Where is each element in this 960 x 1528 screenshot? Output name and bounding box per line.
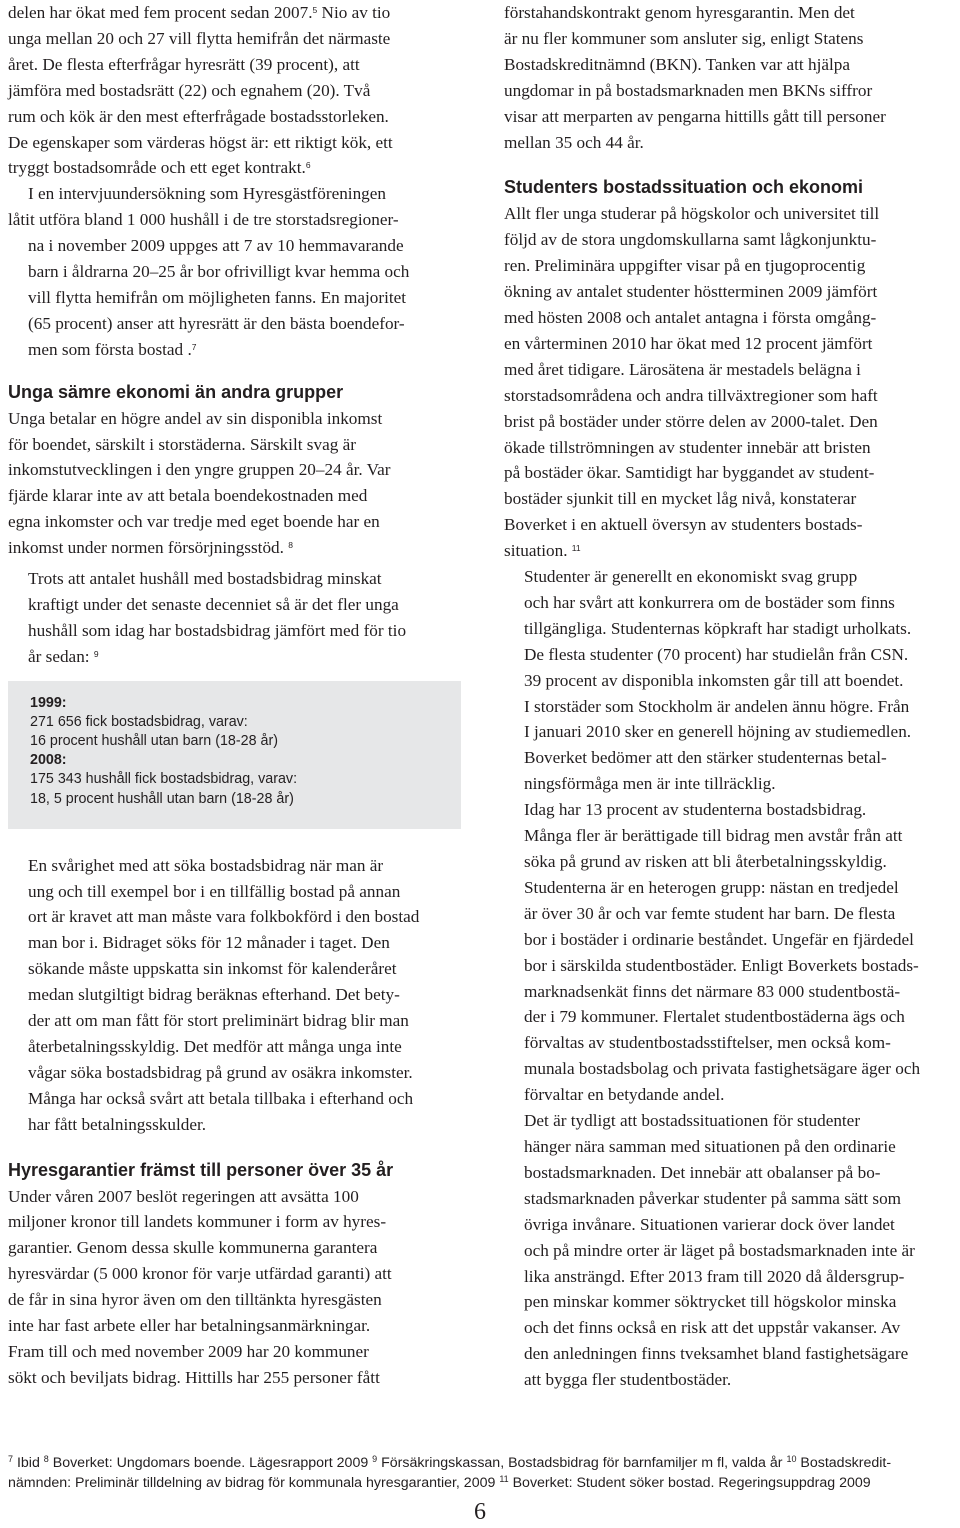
- stud5-paragraph: [504, 1108, 956, 1393]
- text-line: ökade tillströmningen av studenter innebär att bristen: [504, 437, 871, 457]
- stud4-paragraph: [504, 875, 956, 1108]
- text-line: söka på grund av risken att bli återbetalningsskyldig.: [524, 852, 887, 871]
- stud1-paragraph: [504, 201, 956, 564]
- text-line: medan slutgiltigt bidrag beräknas efterhand. Det bety-: [28, 985, 400, 1005]
- text-line: Idag har 13 procent av studenterna bostadsbidrag.: [524, 800, 867, 820]
- text-line: hänger nära samman med situationen på den ordinarie: [524, 1136, 896, 1156]
- trots-paragraph: [8, 566, 478, 670]
- text-line: munala bostadsbolag och privata fastighetsägare äger och: [524, 1059, 921, 1079]
- text-line: har fått betalningsskulder.: [28, 1114, 207, 1134]
- text-line: miljoner kronor till landets kommuner i form av hyres-: [8, 1212, 387, 1232]
- text-line: stadsmarknaden påverkar studenter på samma sätt som: [524, 1188, 902, 1208]
- survey-paragraph: [8, 181, 478, 362]
- text-line: bostäder sjunkit till en mycket låg nivå, konstaterar: [504, 489, 857, 509]
- text-line: bostadsmarknaden. Det innebär att obalanser på bo-: [524, 1162, 881, 1182]
- fact-year-1999: 1999:: [30, 694, 67, 711]
- text-line: vågar söka bostadsbidrag på grund av osäkra inkomster.: [28, 1062, 413, 1082]
- text-line: Boverket bedömer att den stärker studenternas betal-: [524, 748, 887, 768]
- fact-line: 271 656 fick bostadsbidrag, varav:: [30, 713, 248, 730]
- text-line: den anledningen finns tveksamhet bland fastighetsägare: [524, 1344, 909, 1364]
- fact-line: 16 procent hushåll utan barn (18-28 år): [30, 733, 278, 750]
- text-line: ökning av antalet studenter höstterminen 2009 jämfört: [504, 282, 878, 302]
- footnote-ref: 11: [571, 543, 581, 554]
- text-line: för boendet, särskilt i storstäderna. Särskilt svag är: [8, 434, 356, 454]
- text-line: jämföra med bostadsrätt (22) och egnahem (20). Två: [8, 80, 371, 100]
- text-line: hushåll som idag har bostadsbidrag jämfört med för tio: [28, 620, 407, 640]
- text-line: förstahandskontrakt genom hyresgarantin. Men det: [504, 3, 855, 22]
- text-line: rum och kök är den mest efterfrågade bostadsstorleken.: [8, 106, 389, 126]
- text-line: bor i bostäder i ordinarie beståndet. Ungefär en fjärdedel: [524, 929, 914, 949]
- text-line: en vårterminen 2010 har ökat med 12 procent jämfört: [504, 333, 873, 353]
- footnote-number: 8: [43, 1454, 49, 1464]
- text-line: der att om man fått för stort preliminärt bidrag blir man: [28, 1011, 409, 1031]
- text-line: och på mindre orter är läget på bostadsmarknaden inte är: [524, 1240, 915, 1260]
- text-line: de får in sina hyror även om den tilltänkta hyresgästen: [8, 1290, 382, 1310]
- text-line: I en intervjuundersökning som Hyresgästföreningen: [28, 184, 386, 204]
- text-line: inkomst under normen försörjningsstöd. $^8$: [8, 538, 293, 558]
- text-line: tillgängliga. Studenternas köpkraft har stadigt urholkats.: [524, 618, 912, 638]
- text-line: ren. Preliminära uppgifter visar på en tjugoprocentig: [504, 256, 866, 276]
- text-line: och har svårt att konkurrera om de bostäder som finns: [524, 592, 895, 612]
- text-line: tryggt bostadsområde och ett eget kontrakt.$^6$: [8, 158, 311, 178]
- text-line: Studenter är generellt en ekonomiskt svag grupp: [524, 567, 858, 587]
- text-line: visar att merparten av pengarna hittills gått till personer: [504, 106, 886, 126]
- section-heading-unga: Unga sämre ekonomi än andra grupper: [8, 381, 344, 402]
- text-line: De flesta studenter (70 procent) har studielån från CSN.: [524, 644, 909, 664]
- text-line: Under våren 2007 beslöt regeringen att avsätta 100: [8, 1186, 359, 1206]
- text-line: förvaltas av studentbostadsstiftelser, men också kom-: [524, 1033, 891, 1053]
- fact-line: 175 343 hushåll fick bostadsbidrag, varav:: [30, 771, 298, 788]
- footnote-line: $^7$ Ibid $^8$ Boverket: Ungdomars boende. Lägesrapport 2009 $^9$ Försäkringskassan, Bostadsbidrag för barnfamiljer m fl, valda år $^{10}$ Bostadskredit-: [8, 1454, 892, 1471]
- footnote-ref: 7: [191, 341, 197, 352]
- fact-line: 18, 5 procent hushåll utan barn (18-28 år): [30, 790, 294, 807]
- text-line: men som första bostad .$^7$: [28, 339, 197, 359]
- stud2-paragraph: [504, 564, 956, 797]
- text-line: inkomstutvecklingen i den yngre gruppen 20–24 år. Var: [8, 460, 391, 480]
- text-line: delen har ökat med fem procent sedan 2007.$^5$ Nio av tio: [8, 3, 391, 22]
- text-line: Det är tydligt att bostadssituationen för studenter: [524, 1111, 861, 1131]
- text-line: övriga invånare. Situationen varierar dock över landet: [524, 1214, 895, 1234]
- text-line: De egenskaper som värderas högst är: ett riktigt kök, ett: [8, 132, 393, 152]
- text-line: na i november 2009 uppges att 7 av 10 hemmavarande: [28, 236, 404, 256]
- text-line: Fram till och med november 2009 har 20 kommuner: [8, 1341, 369, 1361]
- footnote-ref: 8: [288, 540, 293, 551]
- text-line: Allt fler unga studerar på högskolor och universitet till: [504, 204, 880, 224]
- text-line: förvaltar en betydande andel.: [524, 1085, 725, 1105]
- text-line: på bostäder ökar. Samtidigt har byggandet av student-: [504, 463, 875, 483]
- text-line: barn i åldrarna 20–25 år bor ofrivilligt kvar hemma och: [28, 262, 410, 282]
- footnote-ref: 5: [312, 5, 318, 15]
- text-line: bor i särskilda studentbostäder. Enligt Boverkets bostads-: [524, 955, 919, 975]
- text-line: pen minskar kommer söktrycket till högskolor minska: [524, 1292, 897, 1312]
- footnote-number: 11: [499, 1474, 509, 1485]
- text-line: Många fler är berättigade till bidrag men avstår från att: [524, 826, 903, 846]
- text-line: brist på bostäder under större delen av 2000-talet. Den: [504, 411, 878, 431]
- footnote-line: nämnden: Preliminär tilldelning av bidrag för kommunala hyresgarantier, 2009 $^{11}$ Boverket: Student söker bostad. Regeringsuppdrag 2009: [8, 1474, 871, 1492]
- text-line: hyresvärdar (5 000 kronor för varje utfärdad garanti) att: [8, 1264, 392, 1284]
- svarighet-paragraph: [8, 853, 478, 1138]
- text-line: Trots att antalet hushåll med bostadsbidrag minskat: [28, 569, 382, 589]
- text-line: Studenterna är en heterogen grupp: nästan en tredjedel: [524, 877, 899, 897]
- text-line: 39 procent av disponibla inkomsten går till att boendet.: [524, 670, 904, 690]
- text-line: låtit utföra bland 1 000 hushåll i de tre storstadsregioner-: [8, 210, 399, 230]
- hyres-paragraph: [8, 1184, 478, 1391]
- text-line: garantier. Genom dessa skulle kommunerna garantera: [8, 1238, 378, 1258]
- text-line: sökande måste uppskatta sin inkomst för kalenderåret: [28, 959, 397, 979]
- text-line: året. De flesta efterfrågar hyresrätt (39 procent), att: [8, 54, 360, 74]
- text-line: ningsförmåga men är inte tillräcklig.: [524, 774, 776, 794]
- text-line: följd av de stora ungdomskullarna samt lågkonjunktu-: [504, 230, 877, 250]
- footnote-number: 10: [786, 1454, 797, 1464]
- text-line: situation. $^{11}$: [504, 541, 581, 561]
- text-line: I januari 2010 sker en generell höjning av studiemedlen.: [524, 722, 912, 742]
- text-line: Boverket i en aktuell översyn av studenters bostads-: [504, 515, 863, 535]
- text-line: fjärde klarar inte av att betala boendekostnaden med: [8, 486, 368, 506]
- right-column: [504, 0, 956, 1393]
- text-line: år sedan: $^9$: [28, 646, 99, 666]
- text-line: med året tidigare. Lärosätena är mestadels belägna i: [504, 359, 861, 379]
- text-line: (65 procent) anser att hyresrätt är den bästa boendefor-: [28, 313, 405, 333]
- text-line: kraftigt under det senaste decenniet så är det fler unga: [28, 594, 399, 614]
- text-line: lika ansträngd. Efter 2013 fram till 2020 då åldersgrup-: [524, 1266, 905, 1286]
- text-line: återbetalningsskyldig. Det medför att många unga inte: [28, 1037, 402, 1056]
- unga-paragraph: [8, 406, 478, 561]
- text-line: ort är kravet att man måste vara folkbokförd i den bostad: [28, 907, 420, 927]
- footnote-ref: 9: [93, 648, 99, 659]
- text-line: att bygga fler studentbostäder.: [524, 1370, 732, 1390]
- text-line: ung och till exempel bor i en tillfällig bostad på annan: [28, 881, 401, 901]
- text-line: Bostadskreditnämnd (BKN). Tanken var att hjälpa: [504, 54, 850, 74]
- text-line: mellan 35 och 44 år.: [504, 132, 644, 152]
- text-line: inte har fast arbete eller har betalningsanmärkningar.: [8, 1316, 371, 1336]
- stud3-paragraph: [504, 797, 956, 875]
- text-line: är över 30 år och var femte student har barn. De flesta: [524, 903, 896, 923]
- text-line: storstadsområdena och andra tillväxtregioner som haft: [504, 385, 878, 405]
- text-line: Unga betalar en högre andel av sin disponibla inkomst: [8, 408, 383, 428]
- text-line: är nu fler kommuner som ansluter sig, enligt Statens: [504, 28, 864, 48]
- text-line: och det finns också en risk att det uppstår vakanser. Av: [524, 1318, 901, 1338]
- text-line: sökt och beviljats bidrag. Hittills har 255 personer fått: [8, 1367, 380, 1387]
- text-line: vill flytta hemifrån om möjligheten fanns. En majoritet: [28, 287, 407, 307]
- text-line: man bor i. Bidraget söks för 12 månader i taget. Den: [28, 933, 390, 953]
- text-line: I storstäder som Stockholm är andelen ännu högre. Från: [524, 696, 910, 716]
- footnote-number: 7: [8, 1454, 14, 1464]
- left-column: [8, 0, 478, 1391]
- section-heading-hyresgarantier: Hyresgarantier främst till personer över 35 år: [8, 1159, 394, 1180]
- fact-year-2008: 2008:: [30, 752, 67, 769]
- text-line: ungdomar in på bostadsmarknaden men BKNs siffror: [504, 80, 873, 100]
- text-line: Många har också svårt att betala tillbaka i efterhand och: [28, 1088, 414, 1108]
- text-line: marknadsenkät finns det närmare 83 000 studentbostä-: [524, 981, 901, 1001]
- text-line: En svårighet med att söka bostadsbidrag när man är: [28, 855, 384, 875]
- footnotes: [8, 1453, 958, 1494]
- text-line: med hösten 2008 och antalet antagna i första omgång-: [504, 307, 877, 327]
- text-line: unga mellan 20 och 27 vill flytta hemifrån det närmaste: [8, 28, 391, 48]
- page-number: 6: [474, 1499, 486, 1525]
- fact-box: [8, 681, 461, 829]
- hyres-continued-paragraph: [504, 0, 956, 155]
- intro-paragraph: [8, 0, 478, 181]
- text-line: egna inkomster och var tredje med eget boende har en: [8, 512, 380, 532]
- section-heading-studenter: Studenters bostadssituation och ekonomi: [504, 177, 864, 198]
- text-line: der i 79 kommuner. Flertalet studentbostäderna ägs och: [524, 1007, 905, 1027]
- footnote-number: 9: [372, 1454, 378, 1464]
- footnote-ref: 6: [305, 160, 311, 171]
